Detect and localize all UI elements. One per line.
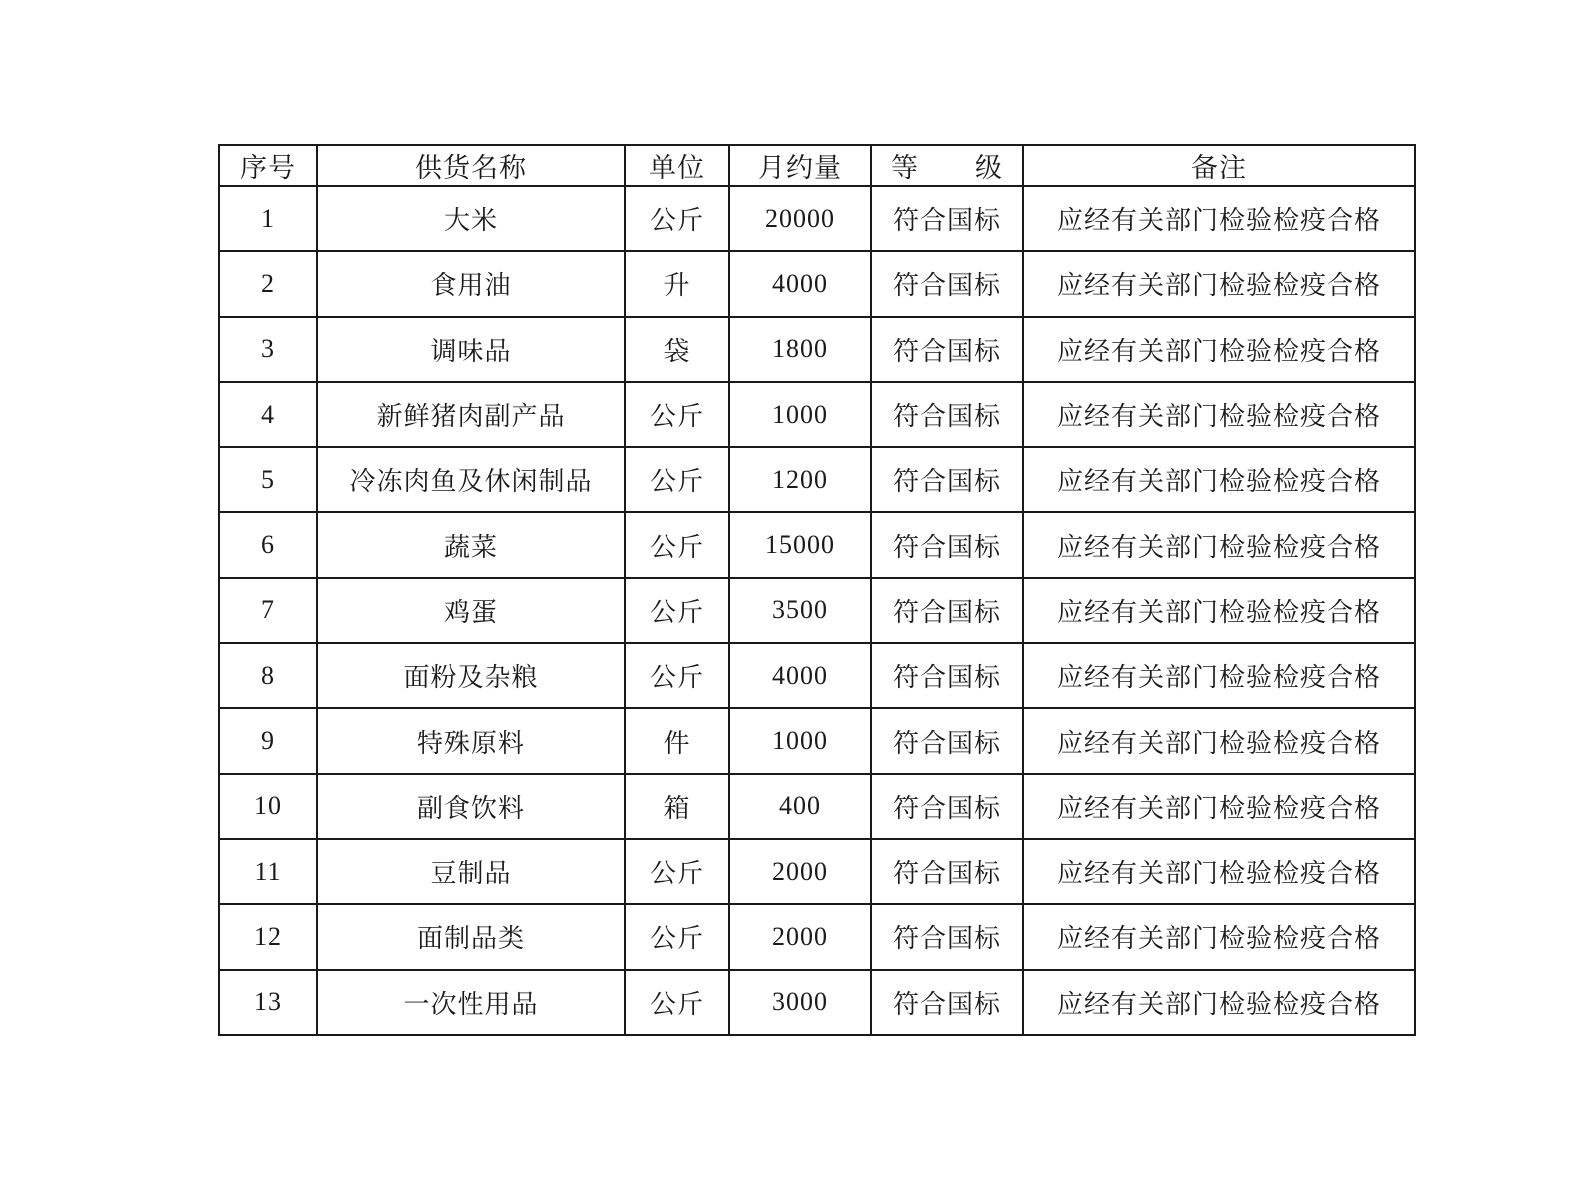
cell-grade: 符合国标 [871, 578, 1023, 643]
header-remark: 备注 [1023, 145, 1415, 186]
cell-remark: 应经有关部门检验检疫合格 [1023, 708, 1415, 773]
cell-remark: 应经有关部门检验检疫合格 [1023, 512, 1415, 577]
cell-monthly-qty: 4000 [729, 251, 871, 316]
cell-serial-no: 9 [219, 708, 317, 773]
cell-monthly-qty: 3000 [729, 970, 871, 1035]
cell-remark: 应经有关部门检验检疫合格 [1023, 578, 1415, 643]
cell-remark: 应经有关部门检验检疫合格 [1023, 970, 1415, 1035]
supply-goods-table [218, 144, 1416, 1036]
cell-monthly-qty: 1000 [729, 382, 871, 447]
cell-supply-name: 新鲜猪肉副产品 [317, 382, 625, 447]
cell-supply-name: 冷冻肉鱼及休闲制品 [317, 447, 625, 512]
table-row [219, 512, 1415, 577]
cell-monthly-qty: 20000 [729, 186, 871, 251]
table-row [219, 839, 1415, 904]
cell-unit: 升 [625, 251, 729, 316]
cell-grade: 符合国标 [871, 904, 1023, 969]
cell-supply-name: 副食饮料 [317, 774, 625, 839]
table-row [219, 708, 1415, 773]
cell-remark: 应经有关部门检验检疫合格 [1023, 317, 1415, 382]
table-row [219, 904, 1415, 969]
cell-monthly-qty: 4000 [729, 643, 871, 708]
cell-supply-name: 大米 [317, 186, 625, 251]
cell-monthly-qty: 2000 [729, 839, 871, 904]
cell-unit: 公斤 [625, 839, 729, 904]
cell-grade: 符合国标 [871, 708, 1023, 773]
cell-monthly-qty: 1000 [729, 708, 871, 773]
cell-unit: 公斤 [625, 512, 729, 577]
table-row [219, 643, 1415, 708]
cell-unit: 件 [625, 708, 729, 773]
header-unit: 单位 [625, 145, 729, 186]
cell-serial-no: 12 [219, 904, 317, 969]
cell-grade: 符合国标 [871, 774, 1023, 839]
table-row [219, 186, 1415, 251]
cell-monthly-qty: 3500 [729, 578, 871, 643]
cell-remark: 应经有关部门检验检疫合格 [1023, 904, 1415, 969]
cell-grade: 符合国标 [871, 643, 1023, 708]
cell-unit: 公斤 [625, 186, 729, 251]
cell-grade: 符合国标 [871, 447, 1023, 512]
table-row [219, 970, 1415, 1035]
cell-serial-no: 11 [219, 839, 317, 904]
cell-remark: 应经有关部门检验检疫合格 [1023, 382, 1415, 447]
cell-grade: 符合国标 [871, 970, 1023, 1035]
header-monthly-qty: 月约量 [729, 145, 871, 186]
header-grade: 等 级 [871, 145, 1023, 186]
cell-unit: 袋 [625, 317, 729, 382]
cell-supply-name: 豆制品 [317, 839, 625, 904]
cell-monthly-qty: 1800 [729, 317, 871, 382]
cell-serial-no: 4 [219, 382, 317, 447]
table-body [219, 186, 1415, 1035]
cell-serial-no: 13 [219, 970, 317, 1035]
cell-supply-name: 一次性用品 [317, 970, 625, 1035]
table-row [219, 578, 1415, 643]
cell-supply-name: 特殊原料 [317, 708, 625, 773]
cell-supply-name: 鸡蛋 [317, 578, 625, 643]
cell-grade: 符合国标 [871, 251, 1023, 316]
table-row [219, 382, 1415, 447]
cell-serial-no: 3 [219, 317, 317, 382]
cell-unit: 公斤 [625, 643, 729, 708]
cell-remark: 应经有关部门检验检疫合格 [1023, 251, 1415, 316]
cell-serial-no: 10 [219, 774, 317, 839]
cell-grade: 符合国标 [871, 839, 1023, 904]
cell-serial-no: 7 [219, 578, 317, 643]
cell-serial-no: 6 [219, 512, 317, 577]
cell-serial-no: 2 [219, 251, 317, 316]
cell-supply-name: 面制品类 [317, 904, 625, 969]
cell-monthly-qty: 15000 [729, 512, 871, 577]
cell-monthly-qty: 2000 [729, 904, 871, 969]
cell-serial-no: 8 [219, 643, 317, 708]
table-header-row [219, 145, 1415, 186]
cell-serial-no: 5 [219, 447, 317, 512]
header-supply-name: 供货名称 [317, 145, 625, 186]
cell-grade: 符合国标 [871, 186, 1023, 251]
cell-grade: 符合国标 [871, 382, 1023, 447]
cell-remark: 应经有关部门检验检疫合格 [1023, 839, 1415, 904]
cell-unit: 公斤 [625, 447, 729, 512]
table-row [219, 774, 1415, 839]
cell-grade: 符合国标 [871, 317, 1023, 382]
cell-unit: 公斤 [625, 382, 729, 447]
cell-monthly-qty: 1200 [729, 447, 871, 512]
cell-remark: 应经有关部门检验检疫合格 [1023, 447, 1415, 512]
table-row [219, 447, 1415, 512]
cell-unit: 公斤 [625, 578, 729, 643]
cell-supply-name: 面粉及杂粮 [317, 643, 625, 708]
header-serial-no: 序号 [219, 145, 317, 186]
table-row [219, 317, 1415, 382]
cell-remark: 应经有关部门检验检疫合格 [1023, 643, 1415, 708]
cell-supply-name: 调味品 [317, 317, 625, 382]
cell-grade: 符合国标 [871, 512, 1023, 577]
cell-monthly-qty: 400 [729, 774, 871, 839]
cell-supply-name: 蔬菜 [317, 512, 625, 577]
cell-unit: 箱 [625, 774, 729, 839]
table-row [219, 251, 1415, 316]
cell-remark: 应经有关部门检验检疫合格 [1023, 774, 1415, 839]
cell-serial-no: 1 [219, 186, 317, 251]
cell-unit: 公斤 [625, 970, 729, 1035]
cell-unit: 公斤 [625, 904, 729, 969]
cell-remark: 应经有关部门检验检疫合格 [1023, 186, 1415, 251]
cell-supply-name: 食用油 [317, 251, 625, 316]
